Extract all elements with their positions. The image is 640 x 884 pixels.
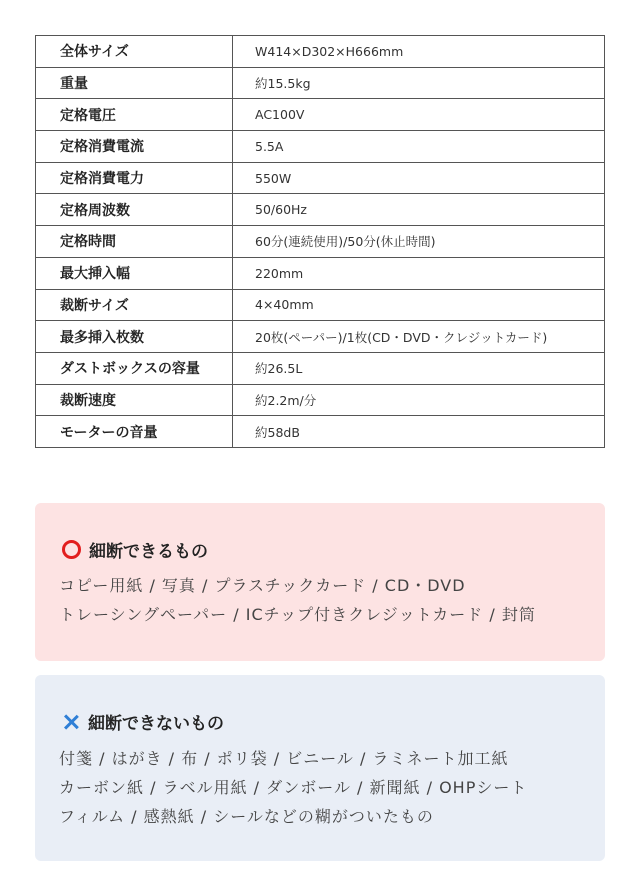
x-icon xyxy=(62,713,80,731)
spec-value: 550W xyxy=(233,162,605,194)
table-row xyxy=(36,289,605,321)
spec-label: 定格周波数 xyxy=(36,194,233,226)
table-row xyxy=(36,416,605,448)
spec-value: 220mm xyxy=(233,257,605,289)
list-item: トレーシングペーパー / ICチップ付きクレジットカード / 封筒 xyxy=(59,605,536,624)
table-row xyxy=(36,67,605,99)
spec-value: 約15.5kg xyxy=(233,67,605,99)
spec-value: 60分(連続使用)/50分(休止時間) xyxy=(233,226,605,258)
table-row xyxy=(36,162,605,194)
spec-label: ダストボックスの容量 xyxy=(36,352,233,384)
list-item: カーボン紙 / ラベル用紙 / ダンボール / 新聞紙 / OHPシート xyxy=(59,778,528,797)
list-item: 付箋 / はがき / 布 / ポリ袋 / ビニール / ラミネート加工紙 xyxy=(59,749,509,768)
spec-value: 約2.2m/分 xyxy=(233,384,605,416)
list-item: コピー用紙 / 写真 / プラスチックカード / CD・DVD xyxy=(59,576,466,595)
spec-value: 5.5A xyxy=(233,131,605,163)
spec-value: 20枚(ペーパー)/1枚(CD・DVD・クレジットカード) xyxy=(233,321,605,353)
spec-label: 裁断サイズ xyxy=(36,289,233,321)
spec-label: 裁断速度 xyxy=(36,384,233,416)
spec-value: 約58dB xyxy=(233,416,605,448)
table-row xyxy=(36,384,605,416)
can-shred-title: 細断できるもの xyxy=(89,542,208,562)
table-row xyxy=(36,257,605,289)
spec-value: AC100V xyxy=(233,99,605,131)
cannot-shred-title: 細断できないもの xyxy=(88,714,224,734)
spec-value: 4×40mm xyxy=(233,289,605,321)
can-shred-list xyxy=(59,571,536,629)
table-row xyxy=(36,36,605,68)
spec-label: 定格消費電流 xyxy=(36,131,233,163)
can-shred-panel xyxy=(35,503,605,661)
cannot-shred-heading xyxy=(62,709,224,734)
table-row xyxy=(36,352,605,384)
list-item: フィルム / 感熱紙 / シールなどの糊がついたもの xyxy=(59,807,434,826)
spec-label: 全体サイズ xyxy=(36,36,233,68)
spec-value: W414×D302×H666mm xyxy=(233,36,605,68)
cannot-shred-list xyxy=(59,744,527,831)
spec-label: 最大挿入幅 xyxy=(36,257,233,289)
table-row xyxy=(36,226,605,258)
spec-table xyxy=(35,35,605,448)
spec-label: 定格電圧 xyxy=(36,99,233,131)
cannot-shred-panel xyxy=(35,675,605,861)
spec-label: 最多挿入枚数 xyxy=(36,321,233,353)
circle-icon xyxy=(62,540,81,559)
table-row xyxy=(36,194,605,226)
spec-label: モーターの音量 xyxy=(36,416,233,448)
spec-value: 約26.5L xyxy=(233,352,605,384)
spec-value: 50/60Hz xyxy=(233,194,605,226)
can-shred-heading xyxy=(62,537,208,562)
spec-label: 定格時間 xyxy=(36,226,233,258)
table-row xyxy=(36,131,605,163)
table-row xyxy=(36,321,605,353)
spec-label: 重量 xyxy=(36,67,233,99)
spec-label: 定格消費電力 xyxy=(36,162,233,194)
table-row xyxy=(36,99,605,131)
